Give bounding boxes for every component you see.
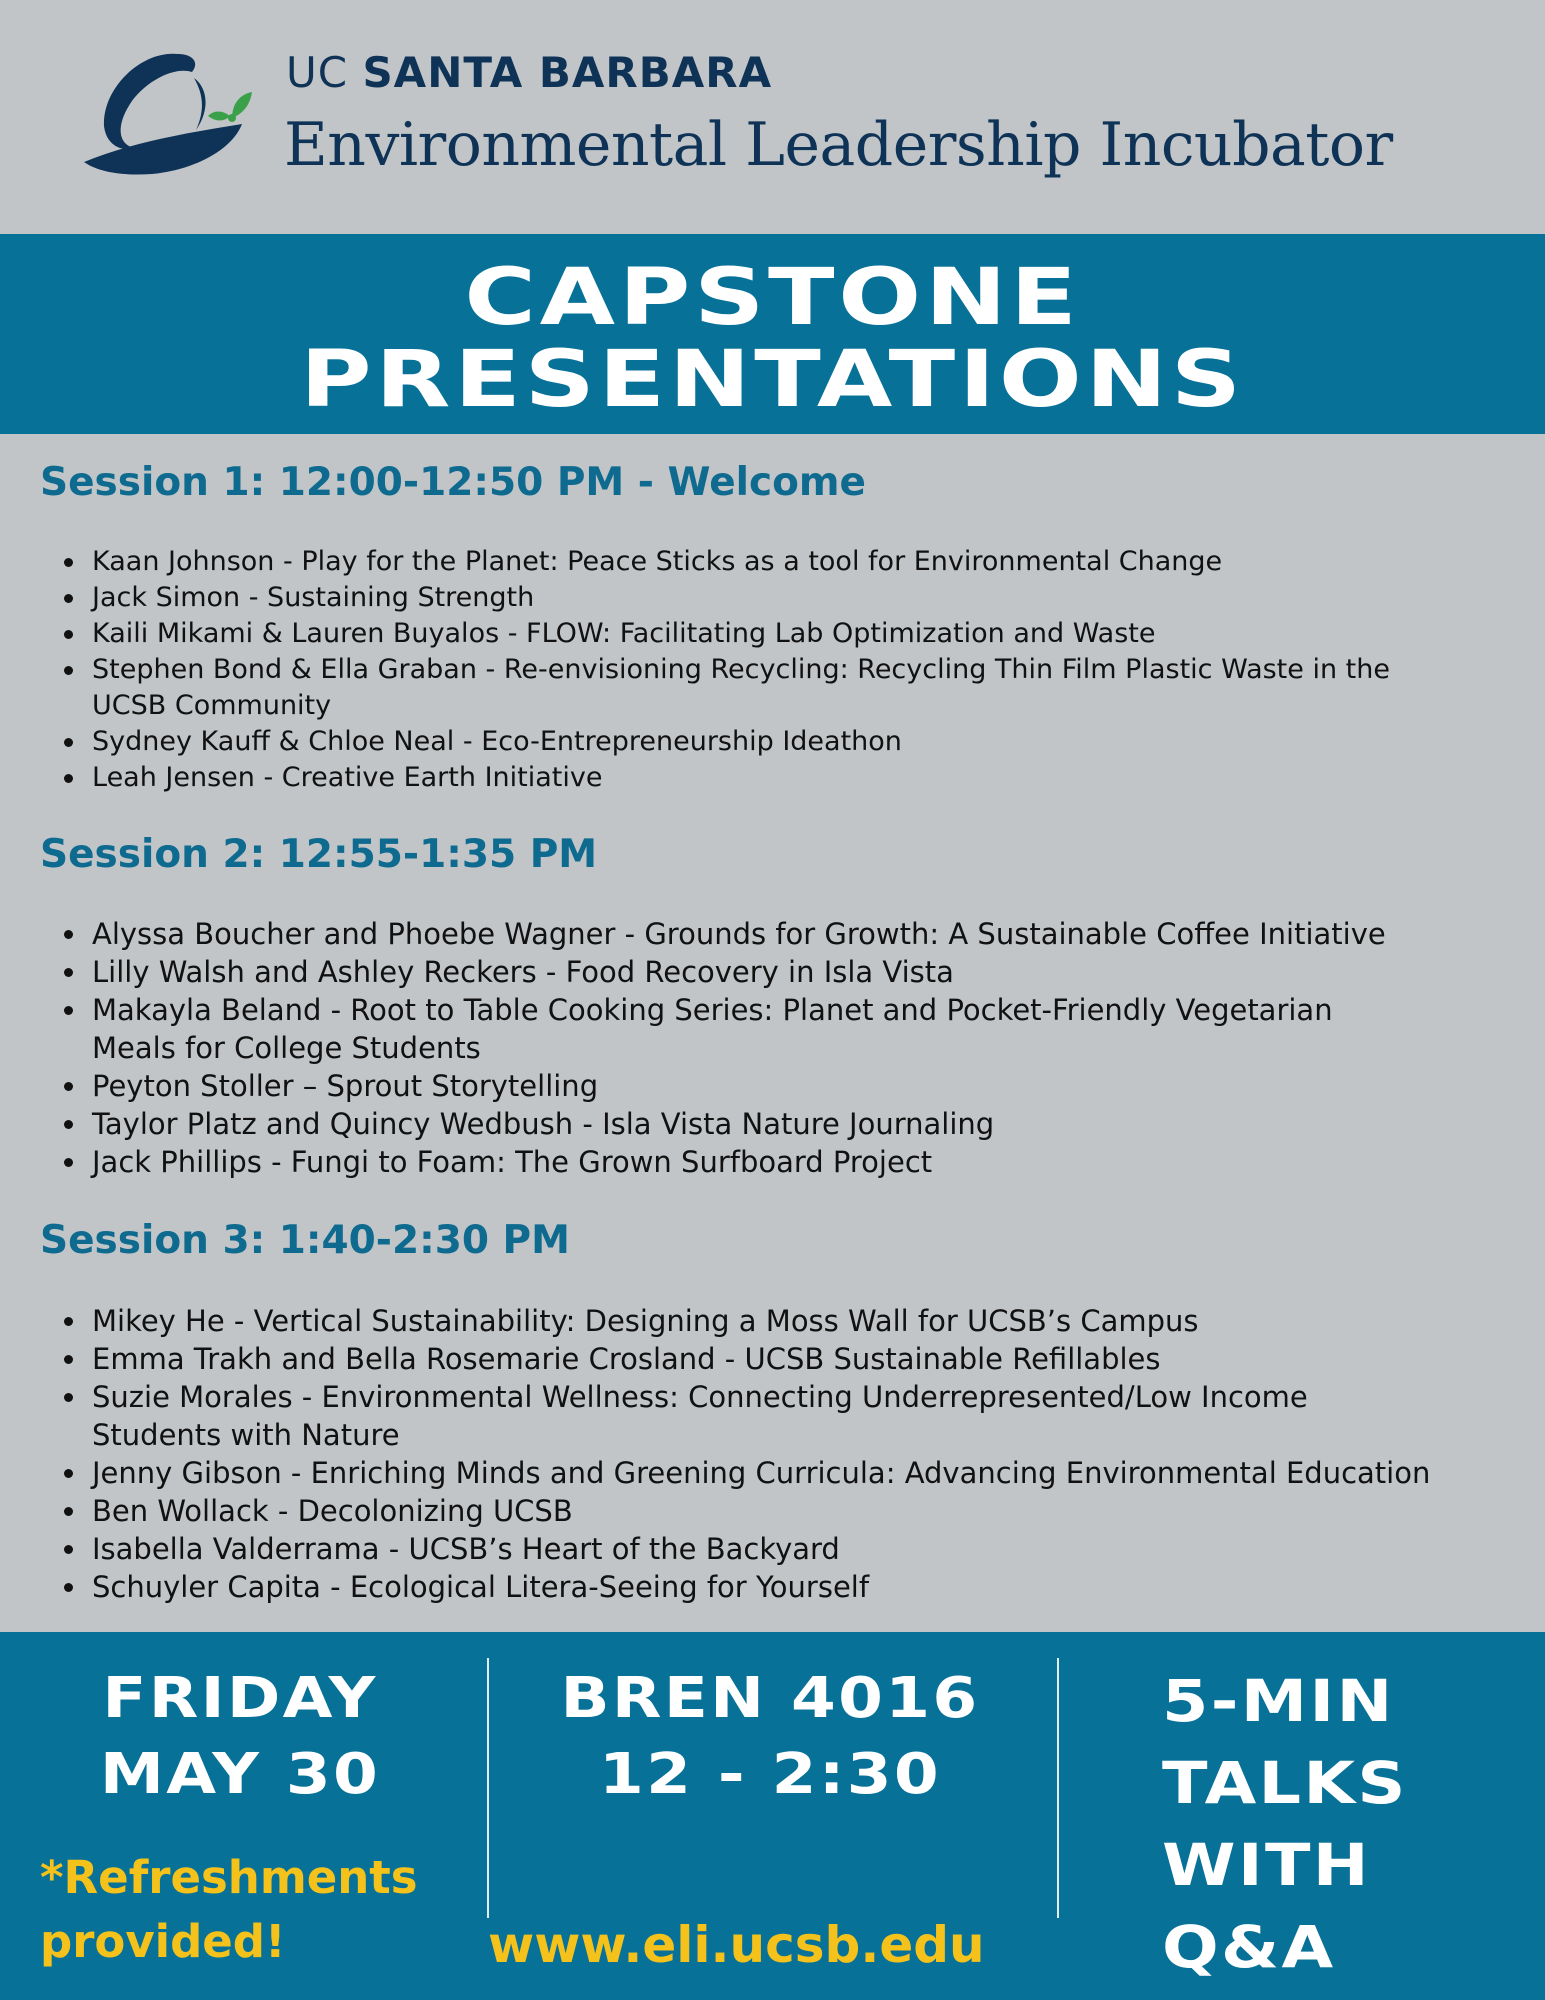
list-item: Mikey He - Vertical Sustainability: Designing a Moss Wall for UCSB’s Campus — [64, 1302, 1430, 1340]
event-time: 12 - 2:30 — [598, 1742, 942, 1807]
page-title-line2: PRESENTATIONS — [300, 335, 1245, 425]
list-item: Alyssa Boucher and Phoebe Wagner - Grounds for Growth: A Sustainable Coffee Initiative — [64, 915, 1386, 953]
list-item-continuation: Students with Nature — [92, 1418, 400, 1452]
program-name: Environmental Leadership Incubator — [284, 110, 1393, 180]
list-item: Leah Jensen - Creative Earth Initiative — [64, 760, 1390, 796]
talks-line: TALKS — [1162, 1749, 1408, 1817]
session-2-list — [64, 915, 1386, 1181]
list-item-continuation: Meals for College Students — [92, 1031, 481, 1065]
title-band — [0, 234, 1545, 434]
list-item: Jenny Gibson - Enriching Minds and Greening Curricula: Advancing Environmental Education — [64, 1454, 1430, 1492]
list-item: Kaan Johnson - Play for the Planet: Peace Sticks as a tool for Environmental Change — [64, 544, 1390, 580]
eli-logo-icon — [82, 48, 264, 184]
list-item: Makayla Beland - Root to Table Cooking Series: Planet and Pocket-Friendly Vegetarian — [64, 991, 1386, 1029]
header — [0, 0, 1545, 234]
list-item-continuation: UCSB Community — [92, 690, 332, 721]
list-item: Jack Phillips - Fungi to Foam: The Grown Surfboard Project — [64, 1143, 1386, 1181]
list-item: Kaili Mikami & Lauren Buyalos - FLOW: Facilitating Lab Optimization and Waste — [64, 616, 1390, 652]
list-item: Suzie Morales - Environmental Wellness: Connecting Underrepresented/Low Income — [64, 1378, 1430, 1416]
list-item: Stephen Bond & Ella Graban - Re-envisioning Recycling: Recycling Thin Film Plastic Waste in the — [64, 652, 1390, 688]
list-item: Lilly Walsh and Ashley Reckers - Food Recovery in Isla Vista — [64, 953, 1386, 991]
list-item: Emma Trakh and Bella Rosemarie Crosland - UCSB Sustainable Refillables — [64, 1340, 1430, 1378]
talks-line: Q&A — [1162, 1913, 1336, 1981]
session-1-list — [64, 544, 1390, 796]
list-item: Schuyler Capita - Ecological Litera-Seeing for Yourself — [64, 1568, 1430, 1606]
list-item: Sydney Kauff & Chloe Neal - Eco-Entrepreneurship Ideathon — [64, 724, 1390, 760]
list-item: Peyton Stoller – Sprout Storytelling — [64, 1067, 1386, 1105]
event-date: MAY 30 — [99, 1742, 381, 1807]
list-item: Jack Simon - Sustaining Strength — [64, 580, 1390, 616]
session-1-heading: Session 1: 12:00-12:50 PM - Welcome — [40, 460, 867, 505]
talks-line: 5-MIN — [1162, 1667, 1395, 1735]
org-name: UC SANTA BARBARA — [286, 48, 773, 97]
page-title-line1: CAPSTONE — [464, 253, 1081, 343]
footer-band — [0, 1632, 1545, 2000]
refreshments-note: *Refreshments provided! — [40, 1851, 418, 1968]
session-3-heading: Session 3: 1:40-2:30 PM — [40, 1218, 570, 1263]
list-item: Taylor Platz and Quincy Wedbush - Isla Vista Nature Journaling — [64, 1105, 1386, 1143]
session-2-heading: Session 2: 12:55-1:35 PM — [40, 832, 598, 877]
list-item: Ben Wollack - Decolonizing UCSB — [64, 1492, 1430, 1530]
event-day: FRIDAY — [102, 1666, 378, 1731]
event-location: BREN 4016 — [560, 1666, 980, 1731]
list-item: Isabella Valderrama - UCSB’s Heart of the Backyard — [64, 1530, 1430, 1568]
session-3-list — [64, 1302, 1430, 1606]
talks-line: WITH — [1162, 1831, 1371, 1899]
website-link[interactable]: www.eli.ucsb.edu — [488, 1916, 985, 1974]
